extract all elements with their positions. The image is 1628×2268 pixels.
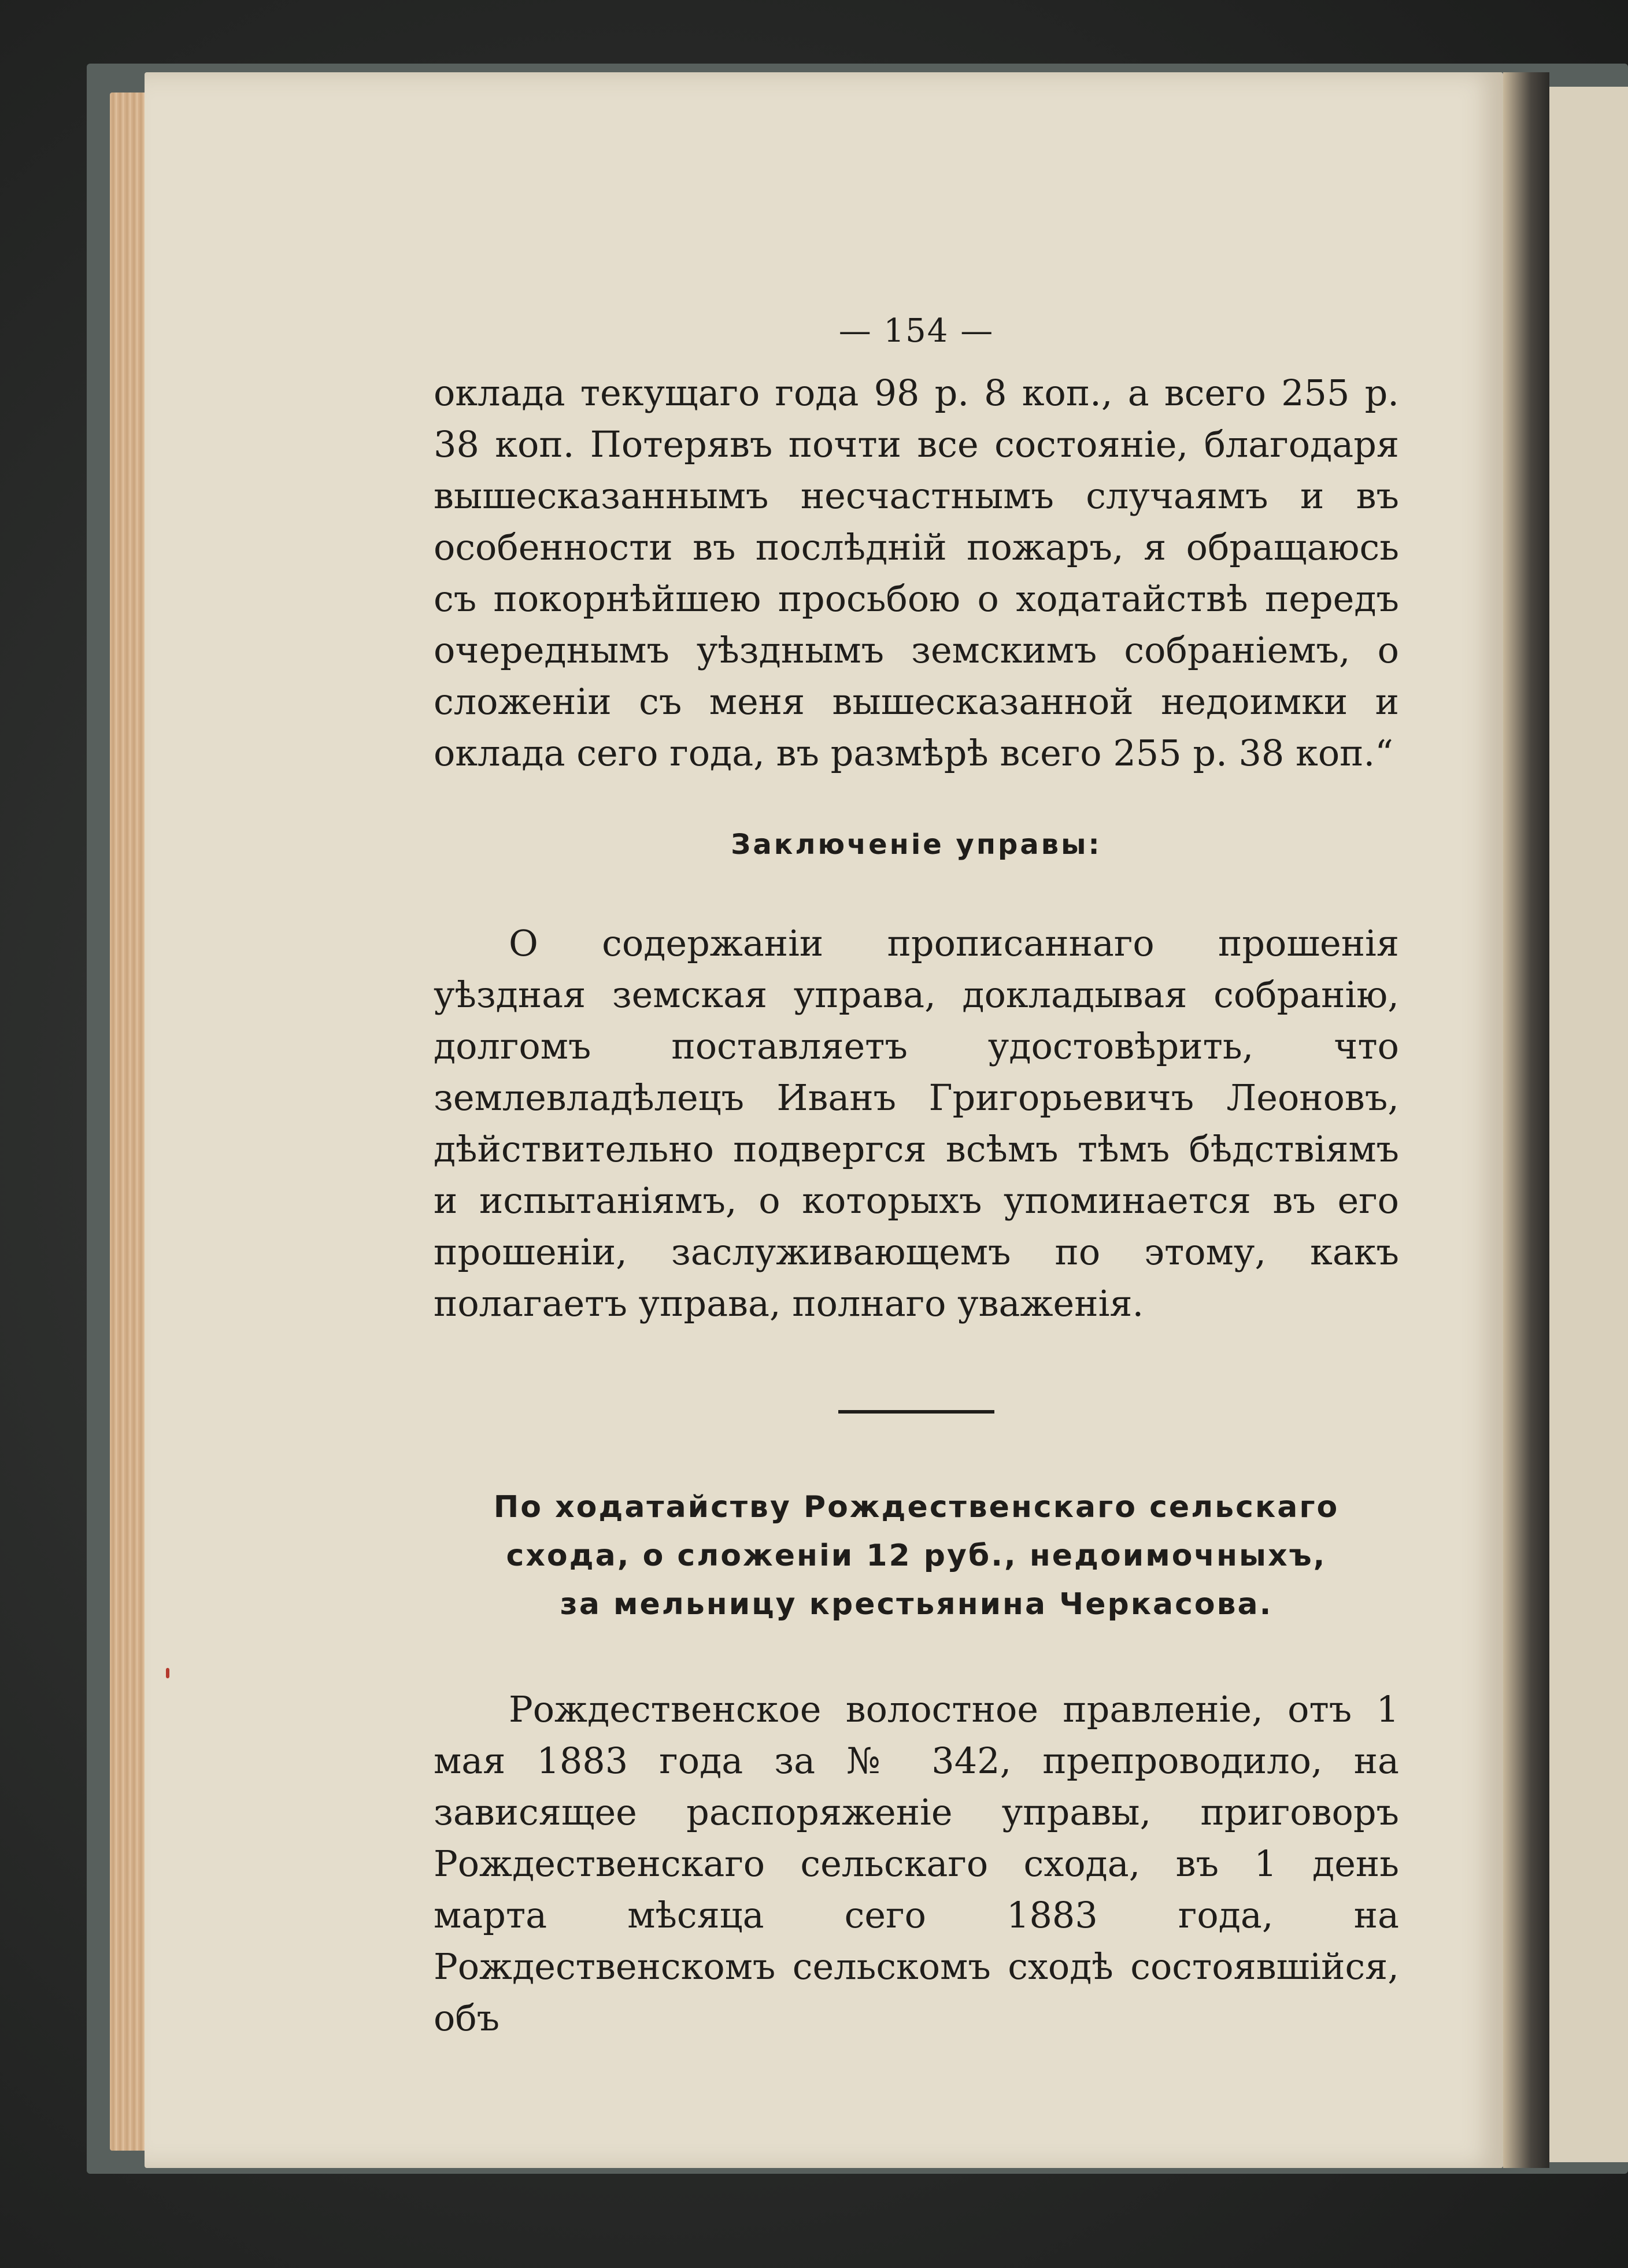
page-content	[434, 312, 1399, 2044]
next-page-edge	[1549, 87, 1628, 2162]
section-text: Рождественское волостное правленіе, отъ 1 мая 1883 года за № 342, препроводило, на зависящее распоряженіе управы, приговоръ Рождественскаго сельскаго схода, въ 1 день марта мѣсяца сего 1883 года, на Рождественскомъ сельскомъ сходѣ состоявшійся, объ	[434, 1688, 1399, 2039]
red-ink-mark	[166, 1668, 169, 1678]
section-title-line: схода, о сложеніи 12 руб., недоимочныхъ,	[506, 1538, 1327, 1573]
conclusion-heading: Заключеніе управы:	[731, 828, 1102, 861]
section-title	[434, 1483, 1399, 1629]
page-number: — 154 —	[838, 312, 994, 350]
conclusion-text: О содержаніи прописаннаго прошенія уѣздная земская управа, докладывая собранію, долгомъ поставляетъ удостовѣрить, что землевладѣлецъ Иванъ Григорьевичъ Леоновъ, дѣйствительно подвергся всѣмъ тѣмъ бѣдствіямъ и испытаніямъ, о которыхъ упоминается въ его прошеніи, заслуживающемъ по этому, какъ полагаетъ управа, полнаго уваженія.	[434, 922, 1399, 1324]
section-title-line: за мельницу крестьянина Черкасова.	[560, 1587, 1273, 1622]
book-gutter	[1503, 72, 1549, 2168]
section-title-line: По ходатайству Рождественскаго сельскаго	[493, 1490, 1340, 1525]
petition-text-end: оклада текущаго года 98 р. 8 коп., а всего 255 р. 38 коп. Потерявъ почти все состояніе, благодаря вышесказаннымъ несчастнымъ случаямъ и въ особенности въ послѣдній пожаръ, я обращаюсь съ покорнѣйшею просьбою о ходатайствѣ передъ очереднымъ уѣзднымъ земскимъ собраніемъ, о сложеніи съ меня вышесказанной недоимки и оклада сего года, въ размѣрѣ всего 255 р. 38 коп.“	[434, 372, 1399, 774]
section-divider	[838, 1410, 994, 1414]
